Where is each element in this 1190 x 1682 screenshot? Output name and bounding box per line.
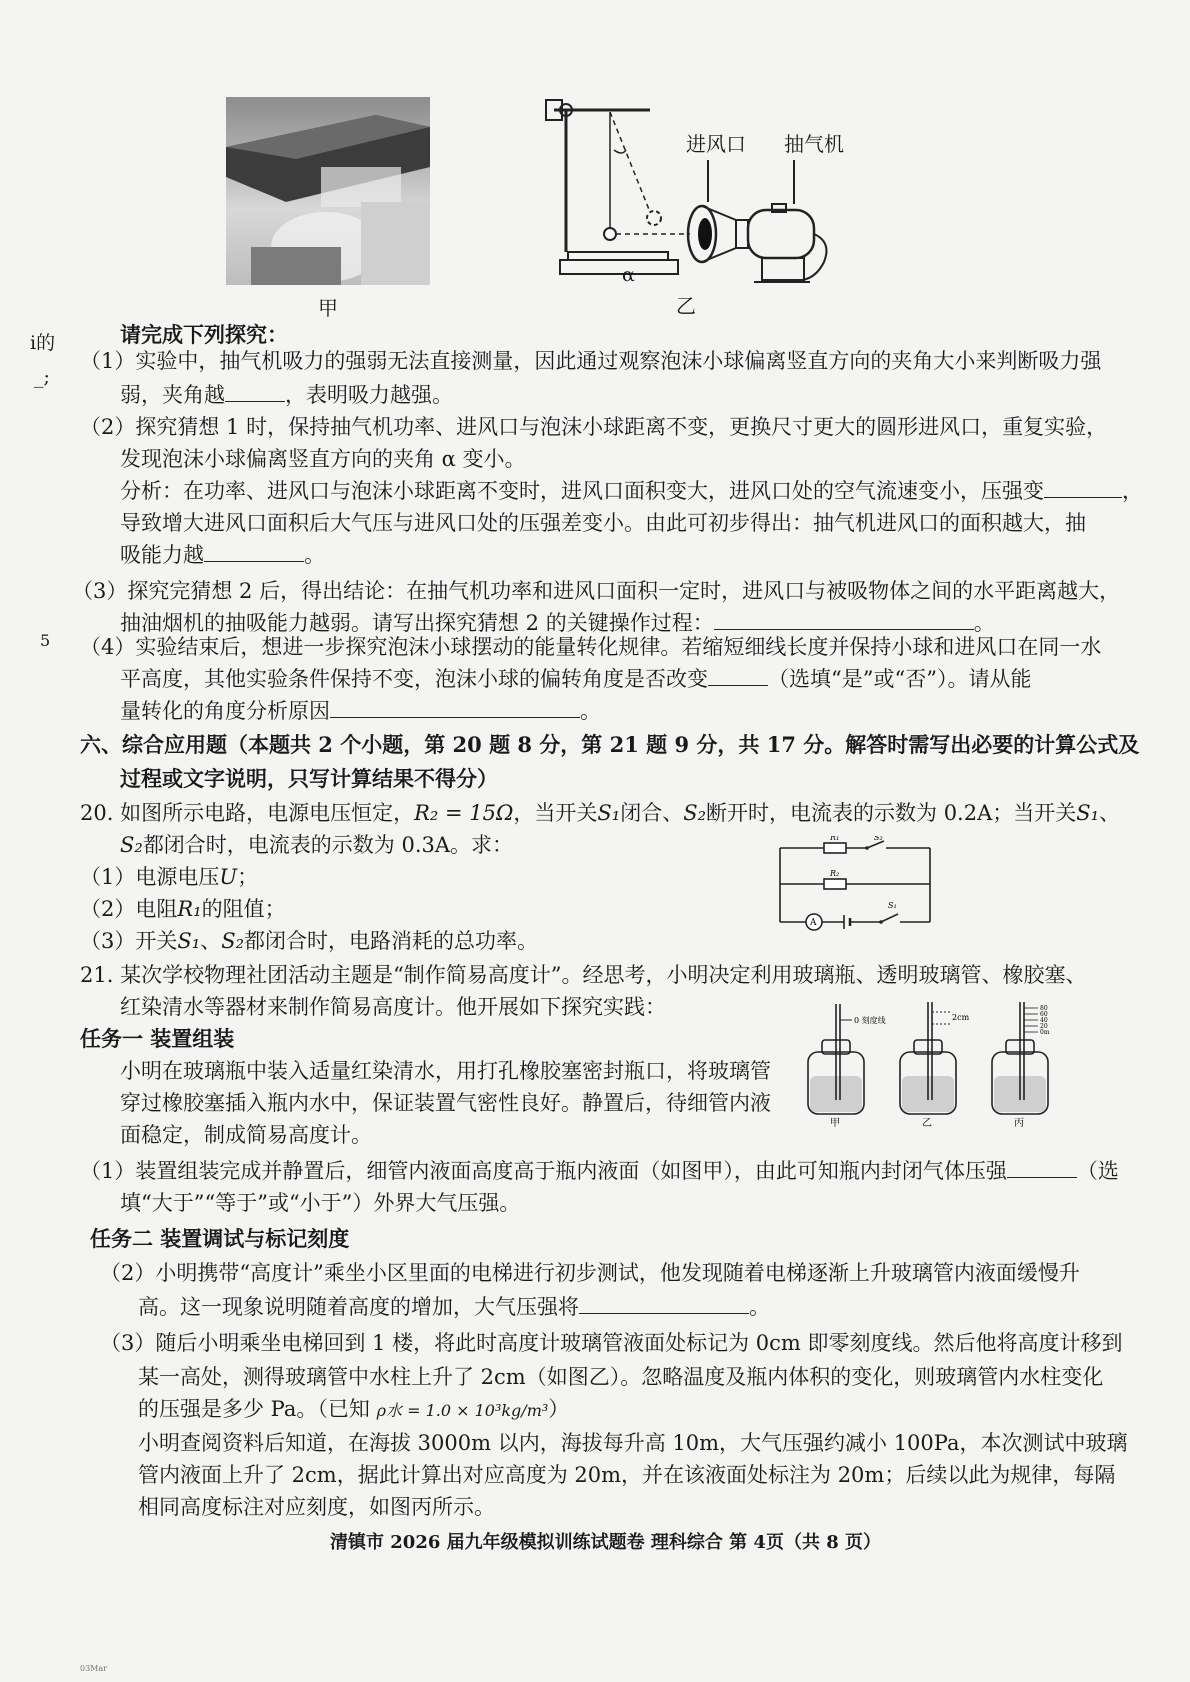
altimeter-bottles-diagram [800,1000,1080,1130]
q2-line2: 发现泡沫小球偏离竖直方向的夹角 α 变小。 [120,447,526,471]
q21-p6: 相同高度标注对应刻度，如图丙所示。 [138,1495,495,1519]
q21-p3: 面稳定，制成简易高度计。 [120,1123,372,1147]
q21-task2-heading: 任务二 装置调试与标记刻度 [90,1226,350,1251]
scale-mark-20: 20 [1040,1023,1048,1030]
q21-s3-line3: 的压强是多少 Pa。（已知 ρ水 = 1.0 × 10³kg/m³） [138,1397,570,1421]
range-hood-illustration [226,97,430,285]
q21-line1: 21. 某次学校物理社团活动主题是“制作简易高度计”。经思考，小明决定利用玻璃瓶、透明玻璃管、橡胶塞、 [80,963,1087,987]
margin-fragment-1: i的 [30,332,56,354]
q20-sub1: （1）电源电压U； [80,865,259,889]
two-cm-label: 2cm [952,1013,970,1022]
margin-fragment-2: _; [34,366,50,388]
q4-answer-blank-2[interactable] [330,695,580,718]
q2-line4: 导致增大进风口面积后大气压与进风口处的压强差变小。由此可初步得出：抽气机进风口的面积越大，抽 [120,511,1086,535]
bottle-caption-bing: 丙 [1014,1118,1024,1129]
q21-line2: 红染清水等器材来制作简易高度计。他开展如下探究实践： [120,995,666,1019]
alpha-label: α [622,264,635,286]
q2-line3: 分析：在功率、进风口与泡沫小球距离不变时，进风口面积变大，进风口处的空气流速变小，压强变 ， [120,474,1143,508]
circuit-r1-label: R₁ [830,836,840,842]
bottle-yi [900,1002,956,1114]
q21-s2-line1: （2）小明携带“高度计”乘坐小区里面的电梯进行初步测试，他发现随着电梯逐渐上升玻璃管内液面缓慢升 [100,1261,1080,1285]
circuit-s1-label: S₁ [888,901,897,910]
scale-mark-60: 60 [1040,1011,1048,1018]
q21-p5: 管内液面上升了 2cm，据此计算出对应高度为 20m，并在该液面处标注为 20m；后续以此为规律，每隔 [138,1463,1116,1487]
bottle-caption-yi: 乙 [922,1118,932,1129]
scale-mark-80: 80 [1040,1005,1048,1012]
q3-line1: （3）探究完猜想 2 后，得出结论：在抽气机功率和进风口面积一定时，进风口与被吸物体之间的水平距离越大， [72,579,1121,603]
circuit-diagram [770,836,950,936]
q2-line1: （2）探究猜想 1 时，保持抽气机功率、进风口与泡沫小球距离不变，更换尺寸更大的圆形进风口，重复实验， [80,415,1108,439]
circuit-r2-label: R₂ [830,869,840,878]
bottle-caption-jia: 甲 [830,1118,840,1129]
q21-s1-line1: （1）装置组装完成并静置后，细管内液面高度高于瓶内液面（如图甲），由此可知瓶内封闭气体压强 （选 [80,1154,1119,1188]
q21-s3-line1: （3）随后小明乘坐电梯回到 1 楼，将此时高度计玻璃管液面处标记为 0cm 即零刻度线。然后他将高度计移到 [100,1331,1123,1355]
range-hood-photo [226,97,430,285]
q21-task1-heading: 任务一 装置组装 [80,1026,235,1051]
scale-mark-0m: 0m [1040,1029,1050,1036]
margin-fragment-3: 5 [40,631,51,650]
section6-heading-line2: 过程或文字说明，只写计算结果不得分） [120,766,498,791]
corner-mark: 03Mar [80,1664,107,1673]
q2-answer-blank-2[interactable] [204,539,304,562]
circuit-s2-label: S₂ [874,836,883,842]
q1-answer-blank[interactable] [225,379,285,402]
intro-text: 请完成下列探究： [120,322,288,347]
fan-label: 抽气机 [784,132,844,156]
q21-s3-line2: 某一高处，测得玻璃管中水柱上升了 2cm（如图乙）。忽略温度及瓶内体积的变化，则玻璃管内水柱变化 [138,1365,1104,1389]
q21-p4: 小明查阅资料后知道，在海拔 3000m 以内，海拔每升高 10m，大气压强约减小 100Pa，本次测试中玻璃 [138,1431,1128,1455]
q21-s1-answer-blank[interactable] [1007,1155,1077,1178]
q21-s1-line2: 填“大于”“等于”或“小于”）外界大气压强。 [120,1191,521,1215]
q21-p1: 小明在玻璃瓶中装入适量红染清水，用打孔橡胶塞密封瓶口，将玻璃管 [120,1059,771,1083]
inlet-label: 进风口 [686,132,746,156]
q20-line2: S₂都闭合时，电流表的示数为 0.3A。求： [120,833,514,857]
q2-answer-blank-1[interactable] [1044,475,1122,498]
q3-answer-blank[interactable] [714,607,974,630]
suction-apparatus-diagram [540,92,840,292]
q3-line2: 抽油烟机的抽吸能力越弱。请写出探究猜想 2 的关键操作过程： 。 [120,606,995,640]
q4-line2: 平高度，其他实验条件保持不变，泡沫小球的偏转角度是否改变 （选填“是”或“否”）。请从能 [120,662,1031,696]
q20-line1: 20. 如图所示电路，电源电压恒定，R₂ = 15Ω，当开关S₁闭合、S₂断开时，电流表的示数为 0.2A；当开关S₁、 [80,801,1121,825]
circuit-ammeter-label: A [810,918,817,928]
q4-line3: 量转化的角度分析原因 。 [120,694,601,728]
figure-yi-caption: 乙 [676,294,696,318]
figure-jia-caption: 甲 [318,296,338,320]
q21-s2-line2: 高。这一现象说明随着高度的增加，大气压强将 。 [138,1290,770,1324]
q21-s2-answer-blank[interactable] [579,1291,749,1314]
scale-mark-40: 40 [1040,1017,1048,1024]
q4-answer-blank-1[interactable] [708,663,768,686]
q20-sub3: （3）开关S₁、S₂都闭合时，电路消耗的总功率。 [80,929,538,953]
page-footer: 清镇市 2026 届九年级模拟训练试题卷 理科综合 第 4页（共 8 页） [330,1532,882,1553]
q1-line2: 弱，夹角越 ，表明吸力越强。 [120,378,453,412]
q20-sub2: （2）电阻R₁的阻值； [80,897,286,921]
zero-line-label: 0 刻度线 [854,1016,886,1025]
q2-line5: 吸能力越 。 [120,538,325,572]
section6-heading-line1: 六、综合应用题（本题共 2 个小题，第 20 题 8 分，第 21 题 9 分，共 17 分。解答时需写出必要的计算公式及 [80,732,1140,757]
q1-line1: （1）实验中，抽气机吸力的强弱无法直接测量，因此通过观察泡沫小球偏离竖直方向的夹角大小来判断吸力强 [80,349,1102,373]
q4-line1: （4）实验结束后，想进一步探究泡沫小球摆动的能量转化规律。若缩短细线长度并保持小球和进风口在同一水 [80,635,1102,659]
q21-p2: 穿过橡胶塞插入瓶内水中，保证装置气密性良好。静置后，待细管内液 [120,1091,771,1115]
